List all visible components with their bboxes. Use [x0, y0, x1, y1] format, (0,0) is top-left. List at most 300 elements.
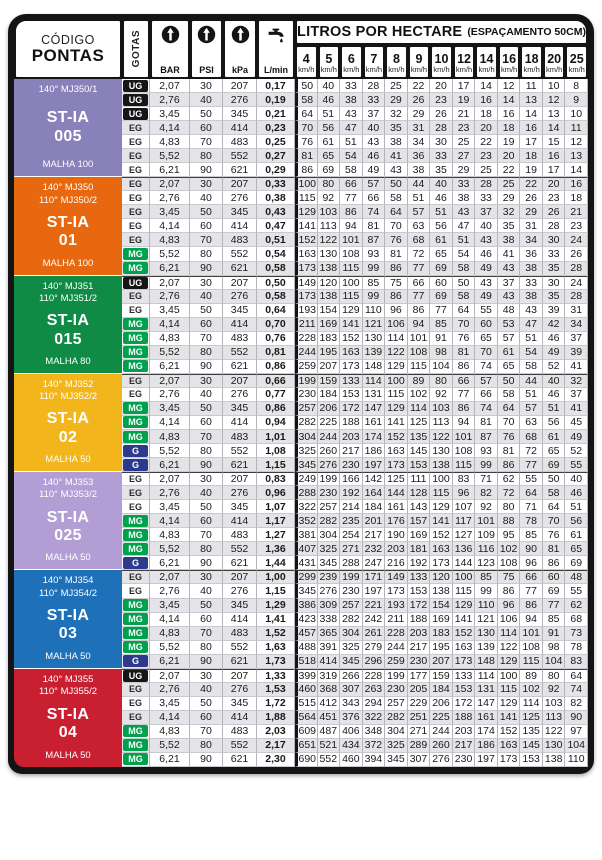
- rate-cell: 100: [453, 570, 476, 584]
- rate-cell: 80: [430, 374, 453, 388]
- psi-value: 60: [190, 514, 223, 528]
- lmin-value: 0,76: [257, 332, 295, 346]
- gauge-icon: [197, 25, 216, 44]
- rate-cell: 37: [565, 332, 588, 346]
- kpa-value: 552: [223, 346, 257, 360]
- rate-cell: 325: [340, 641, 363, 655]
- rate-cell: 154: [318, 304, 341, 318]
- psi-value: 50: [190, 697, 223, 711]
- gota-cell: [122, 613, 150, 627]
- rate-cell: 193: [385, 599, 408, 613]
- bar-value: 5,52: [150, 444, 190, 458]
- rate-cell: 114: [408, 402, 431, 416]
- model-line: 140° MJ355: [42, 673, 94, 685]
- rate-cell: 394: [363, 753, 386, 767]
- rate-cell: 38: [520, 262, 543, 276]
- lmin-value: 1,15: [257, 458, 295, 472]
- gota-badge: EG: [128, 234, 142, 245]
- gota-badge: MG: [123, 318, 148, 330]
- rate-cell: 34: [408, 135, 431, 149]
- nozzle-model-label: [39, 575, 97, 600]
- bar-value: 4,14: [150, 711, 190, 725]
- rate-cell: 101: [340, 233, 363, 247]
- psi-value: 90: [190, 163, 223, 177]
- rate-cell: 86: [340, 205, 363, 219]
- rate-cell: 69: [543, 458, 566, 472]
- rate-cell: 109: [475, 528, 498, 542]
- rate-cell: 199: [340, 570, 363, 584]
- rate-cell: 153: [408, 458, 431, 472]
- psi-value: 60: [190, 219, 223, 233]
- rate-cell: 14: [543, 121, 566, 135]
- rate-cell: 148: [363, 360, 386, 374]
- rate-cell: 225: [430, 711, 453, 725]
- rate-cell: 82: [565, 697, 588, 711]
- speed-value: 18: [524, 51, 539, 66]
- rate-cell: 188: [340, 416, 363, 430]
- rate-cell: 43: [340, 107, 363, 121]
- gota-badge: EG: [128, 150, 142, 161]
- rate-cell: 91: [430, 332, 453, 346]
- rate-cell: 30: [543, 276, 566, 290]
- rate-cell: 348: [363, 725, 386, 739]
- kpa-value: 552: [223, 444, 257, 458]
- rate-cell: 29: [453, 163, 476, 177]
- rate-cell: 163: [498, 739, 521, 753]
- rate-cell: 25: [498, 177, 521, 191]
- rate-cell: 64: [543, 500, 566, 514]
- bar-value: 2,07: [150, 177, 190, 191]
- bar-value: 2,07: [150, 570, 190, 584]
- rate-cell: 203: [340, 430, 363, 444]
- rate-cell: 423: [295, 613, 318, 627]
- rate-cell: 211: [295, 318, 318, 332]
- rate-cell: 113: [318, 219, 341, 233]
- rate-cell: 57: [520, 402, 543, 416]
- rate-cell: 244: [385, 641, 408, 655]
- bar-value: 3,45: [150, 107, 190, 121]
- rate-cell: 36: [408, 149, 431, 163]
- speed-unit: km/h: [455, 65, 473, 74]
- rate-cell: 12: [498, 79, 521, 93]
- psi-value: 40: [190, 388, 223, 402]
- rate-cell: 50: [543, 472, 566, 486]
- rate-cell: 102: [498, 542, 521, 556]
- rate-cell: 37: [565, 388, 588, 402]
- rate-cell: 173: [385, 584, 408, 598]
- rate-cell: 56: [430, 219, 453, 233]
- bar-value: 6,21: [150, 556, 190, 570]
- psi-value: 90: [190, 655, 223, 669]
- rate-cell: 120: [430, 570, 453, 584]
- kpa-value: 207: [223, 276, 257, 290]
- rate-cell: 17: [543, 163, 566, 177]
- rate-cell: 97: [565, 725, 588, 739]
- rate-cell: 163: [340, 346, 363, 360]
- rate-cell: 173: [430, 556, 453, 570]
- rate-cell: 173: [295, 262, 318, 276]
- speed-value: 9: [415, 51, 423, 66]
- rate-cell: 108: [498, 556, 521, 570]
- lmin-value: 2,17: [257, 739, 295, 753]
- rate-cell: 50: [498, 374, 521, 388]
- rate-cell: 11: [520, 79, 543, 93]
- lmin-value: 1,53: [257, 683, 295, 697]
- rate-cell: 122: [498, 641, 521, 655]
- model-line: 110° MJ351/2: [38, 292, 98, 304]
- rate-cell: 64: [385, 205, 408, 219]
- kpa-value: 207: [223, 669, 257, 683]
- rate-cell: 54: [453, 247, 476, 261]
- lmin-value: 0,70: [257, 318, 295, 332]
- gota-cell: [122, 205, 150, 219]
- bar-value: 2,76: [150, 290, 190, 304]
- rate-cell: 183: [430, 627, 453, 641]
- rate-cell: 199: [295, 374, 318, 388]
- gota-badge: MG: [123, 248, 148, 260]
- rate-cell: 143: [408, 500, 431, 514]
- rate-cell: 63: [520, 416, 543, 430]
- rate-cell: 94: [520, 613, 543, 627]
- rate-cell: 108: [340, 247, 363, 261]
- rate-cell: 92: [430, 388, 453, 402]
- rate-cell: 304: [295, 430, 318, 444]
- section-name-line1: ST-IA: [46, 312, 90, 330]
- speed-value: 25: [569, 51, 584, 66]
- rate-cell: 190: [385, 528, 408, 542]
- rate-cell: 184: [363, 500, 386, 514]
- rate-cell: 230: [340, 584, 363, 598]
- kpa-value: 207: [223, 79, 257, 93]
- rate-cell: 368: [318, 683, 341, 697]
- nozzle-model-label: [39, 477, 97, 502]
- gota-badge: UG: [123, 94, 148, 106]
- rate-cell: 49: [543, 346, 566, 360]
- lmin-value: 0,94: [257, 416, 295, 430]
- rate-cell: 86: [408, 304, 431, 318]
- rate-cell: 81: [295, 149, 318, 163]
- rate-cell: 101: [475, 514, 498, 528]
- section-name-line2: 02: [58, 428, 78, 446]
- bar-value: 6,21: [150, 360, 190, 374]
- malha-label: MALHA 100: [42, 257, 94, 269]
- rate-cell: 230: [295, 388, 318, 402]
- rate-cell: 149: [385, 570, 408, 584]
- rate-cell: 129: [385, 360, 408, 374]
- rate-cell: 166: [340, 472, 363, 486]
- rate-cell: 54: [340, 149, 363, 163]
- rate-cell: 115: [453, 584, 476, 598]
- rate-cell: 271: [408, 725, 431, 739]
- model-line: 140° MJ350/1: [38, 84, 98, 95]
- section-name: [47, 607, 89, 644]
- rate-cell: 345: [385, 753, 408, 767]
- rate-cell: 77: [408, 262, 431, 276]
- rate-cell: 86: [498, 584, 521, 598]
- rate-cell: 115: [408, 360, 431, 374]
- lmin-value: 0,33: [257, 177, 295, 191]
- rate-cell: 521: [318, 739, 341, 753]
- rate-cell: 78: [565, 641, 588, 655]
- speed-value: 7: [370, 51, 378, 66]
- rate-cell: 183: [318, 332, 341, 346]
- rate-cell: 564: [295, 711, 318, 725]
- rate-cell: 130: [430, 444, 453, 458]
- gota-cell: [122, 163, 150, 177]
- section-name-line1: ST-IA: [46, 213, 90, 231]
- rate-cell: 254: [340, 528, 363, 542]
- rate-cell: 431: [295, 556, 318, 570]
- rate-cell: 239: [318, 570, 341, 584]
- rate-cell: 100: [498, 669, 521, 683]
- rate-cell: 381: [295, 528, 318, 542]
- rate-cell: 82: [475, 486, 498, 500]
- rate-cell: 74: [475, 402, 498, 416]
- rate-cell: 20: [543, 177, 566, 191]
- rate-cell: 133: [453, 669, 476, 683]
- rate-cell: 114: [385, 332, 408, 346]
- litros-note: (ESPAÇAMENTO 50CM): [467, 26, 586, 38]
- rate-cell: 235: [340, 514, 363, 528]
- rate-cell: 325: [295, 444, 318, 458]
- rate-cell: 39: [565, 346, 588, 360]
- rate-cell: 32: [565, 374, 588, 388]
- rate-cell: 92: [475, 500, 498, 514]
- gota-cell: [122, 486, 150, 500]
- rate-cell: 279: [363, 641, 386, 655]
- nozzle-model-label: [39, 182, 97, 207]
- rate-cell: 152: [498, 725, 521, 739]
- lmin-value: 0,66: [257, 374, 295, 388]
- rate-cell: 46: [475, 247, 498, 261]
- rate-cell: 174: [475, 725, 498, 739]
- rate-cell: 87: [475, 430, 498, 444]
- rate-cell: 122: [385, 346, 408, 360]
- rate-cell: 23: [475, 149, 498, 163]
- psi-value: 30: [190, 669, 223, 683]
- rate-cell: 247: [363, 556, 386, 570]
- rate-cell: 217: [363, 528, 386, 542]
- rate-cell: 75: [498, 570, 521, 584]
- rate-cell: 232: [363, 542, 386, 556]
- psi-value: 60: [190, 121, 223, 135]
- speed-value: 16: [502, 51, 517, 66]
- rate-cell: 33: [520, 276, 543, 290]
- lmin-value: 0,54: [257, 247, 295, 261]
- rate-cell: 518: [295, 655, 318, 669]
- rate-cell: 125: [520, 711, 543, 725]
- rate-cell: 57: [498, 332, 521, 346]
- rate-cell: 43: [475, 276, 498, 290]
- rate-cell: 199: [318, 472, 341, 486]
- rate-cell: 38: [340, 93, 363, 107]
- codigo-pontas-text: [32, 34, 105, 65]
- rate-cell: 173: [498, 753, 521, 767]
- rate-cell: 207: [430, 655, 453, 669]
- rate-cell: 138: [318, 290, 341, 304]
- rate-cell: 58: [340, 163, 363, 177]
- rate-cell: 23: [430, 93, 453, 107]
- rate-cell: 121: [363, 318, 386, 332]
- kpa-value: 345: [223, 500, 257, 514]
- rate-cell: 100: [295, 177, 318, 191]
- bar-value: 4,83: [150, 233, 190, 247]
- rate-cell: 76: [295, 135, 318, 149]
- psi-value: 90: [190, 262, 223, 276]
- rate-cell: 244: [430, 725, 453, 739]
- rate-cell: 173: [453, 655, 476, 669]
- rate-cell: 186: [363, 444, 386, 458]
- rate-cell: 13: [520, 93, 543, 107]
- speed-value: 4: [302, 51, 310, 66]
- rate-cell: 230: [385, 683, 408, 697]
- rate-cell: 64: [565, 669, 588, 683]
- gota-cell: [122, 472, 150, 486]
- rate-cell: 101: [520, 627, 543, 641]
- gota-badge: MG: [123, 360, 148, 372]
- bar-value: 4,14: [150, 318, 190, 332]
- rate-cell: 96: [498, 599, 521, 613]
- gota-cell: [122, 121, 150, 135]
- rate-cell: 138: [318, 262, 341, 276]
- nozzle-model-label: [39, 281, 97, 306]
- lmin-value: 1,41: [257, 613, 295, 627]
- lmin-value: 0,50: [257, 276, 295, 290]
- rate-cell: 10: [565, 107, 588, 121]
- lmin-value: 1,88: [257, 711, 295, 725]
- rate-cell: 41: [565, 360, 588, 374]
- rate-cell: 177: [408, 669, 431, 683]
- rate-cell: 86: [453, 360, 476, 374]
- gota-cell: [122, 514, 150, 528]
- rate-cell: 61: [430, 233, 453, 247]
- rate-cell: 61: [318, 135, 341, 149]
- rate-cell: 251: [408, 711, 431, 725]
- rate-cell: 142: [363, 472, 386, 486]
- section-block: [14, 570, 122, 668]
- rate-cell: 207: [318, 360, 341, 374]
- section-block: [14, 177, 122, 275]
- rate-cell: 48: [498, 304, 521, 318]
- rate-cell: 56: [543, 416, 566, 430]
- gota-badge: EG: [128, 487, 142, 498]
- psi-value: 80: [190, 247, 223, 261]
- section-block: [14, 669, 122, 767]
- rate-cell: 103: [318, 205, 341, 219]
- bar-value: 3,45: [150, 205, 190, 219]
- gota-cell: [122, 711, 150, 725]
- rate-cell: 16: [520, 121, 543, 135]
- psi-value: 80: [190, 149, 223, 163]
- rate-cell: 114: [498, 627, 521, 641]
- rate-cell: 288: [295, 486, 318, 500]
- rate-cell: 139: [475, 641, 498, 655]
- lmin-value: 0,17: [257, 79, 295, 93]
- rate-cell: 83: [453, 472, 476, 486]
- rate-cell: 47: [520, 318, 543, 332]
- kpa-value: 621: [223, 655, 257, 669]
- rate-cell: 129: [430, 500, 453, 514]
- rate-cell: 110: [363, 304, 386, 318]
- gota-badge: MG: [123, 599, 148, 611]
- gota-badge: EG: [128, 585, 142, 596]
- rate-cell: 104: [543, 655, 566, 669]
- rate-cell: 141: [295, 219, 318, 233]
- rate-cell: 16: [475, 93, 498, 107]
- rate-cell: 9: [565, 93, 588, 107]
- rate-cell: 106: [498, 613, 521, 627]
- bar-value: 2,76: [150, 388, 190, 402]
- rate-cell: 129: [498, 655, 521, 669]
- section-name: [47, 410, 89, 447]
- rate-cell: 173: [340, 360, 363, 374]
- gauge-icon: [161, 25, 180, 44]
- rate-cell: 71: [475, 472, 498, 486]
- rate-cell: 110: [475, 599, 498, 613]
- rate-cell: 17: [520, 135, 543, 149]
- rate-cell: 130: [543, 739, 566, 753]
- rate-cell: 257: [340, 599, 363, 613]
- psi-value: 50: [190, 500, 223, 514]
- bar-value: 2,07: [150, 276, 190, 290]
- rate-cell: 49: [363, 163, 386, 177]
- rate-cell: 307: [408, 753, 431, 767]
- rate-cell: 488: [295, 641, 318, 655]
- psi-value: 40: [190, 486, 223, 500]
- rate-cell: 96: [385, 304, 408, 318]
- gota-cell: [122, 753, 150, 767]
- rate-cell: 43: [363, 135, 386, 149]
- rate-cell: 113: [430, 416, 453, 430]
- section-name: [47, 214, 89, 251]
- rate-cell: 172: [340, 402, 363, 416]
- rate-cell: 206: [318, 402, 341, 416]
- kpa-value: 621: [223, 163, 257, 177]
- rate-cell: 69: [430, 290, 453, 304]
- gota-badge: G: [123, 445, 148, 457]
- rate-cell: 41: [498, 247, 521, 261]
- gota-cell: [122, 233, 150, 247]
- rate-cell: 304: [318, 528, 341, 542]
- rate-cell: 34: [565, 318, 588, 332]
- gota-badge: MG: [123, 725, 148, 737]
- rate-cell: 451: [318, 711, 341, 725]
- rate-cell: 76: [543, 528, 566, 542]
- rate-cell: 141: [385, 416, 408, 430]
- rate-cell: 20: [498, 149, 521, 163]
- kpa-value: 276: [223, 93, 257, 107]
- speed-unit: km/h: [500, 65, 518, 74]
- rate-cell: 22: [498, 163, 521, 177]
- gota-cell: [122, 584, 150, 598]
- rate-cell: 206: [430, 697, 453, 711]
- rate-cell: 46: [565, 486, 588, 500]
- rate-cell: 86: [498, 458, 521, 472]
- psi-value: 80: [190, 444, 223, 458]
- gota-badge: EG: [128, 179, 142, 190]
- model-line: 110° MJ354/2: [38, 587, 98, 599]
- lmin-value: 1,01: [257, 430, 295, 444]
- rate-cell: 192: [340, 486, 363, 500]
- rate-cell: 40: [475, 219, 498, 233]
- rate-cell: 47: [340, 121, 363, 135]
- rate-cell: 23: [565, 219, 588, 233]
- rate-cell: 65: [318, 149, 341, 163]
- gota-badge: MG: [123, 613, 148, 625]
- lmin-value: 1,44: [257, 556, 295, 570]
- rate-cell: 130: [318, 247, 341, 261]
- kpa-value: 345: [223, 697, 257, 711]
